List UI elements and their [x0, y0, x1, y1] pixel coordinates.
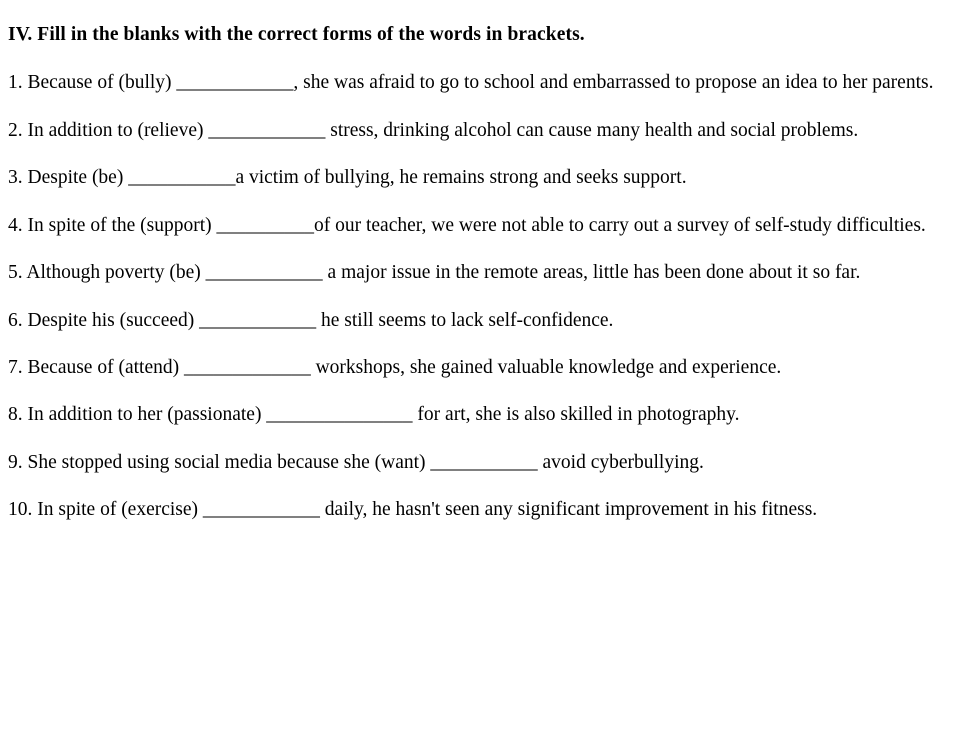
- question-item-2: [8, 112, 964, 149]
- exercise-title: IV. Fill in the blanks with the correct forms of the words in brackets.: [8, 24, 585, 45]
- question-text: 9. She stopped using social media because she (want) ___________ avoid cyberbullying.: [8, 451, 704, 473]
- question-item-8: [8, 396, 964, 433]
- question-item-9: [8, 444, 964, 481]
- question-item-7: [8, 349, 964, 386]
- question-text: 8. In addition to her (passionate) _______________ for art, she is also skilled in photography.: [8, 404, 740, 426]
- question-text: 2. In addition to (relieve) ____________ stress, drinking alcohol can cause many health and social problems.: [8, 119, 859, 141]
- question-item-5: [8, 254, 964, 291]
- question-text: 3. Despite (be) ___________a victim of bullying, he remains strong and seeks support.: [8, 167, 687, 189]
- question-item-10: [8, 491, 964, 528]
- question-text: 10. In spite of (exercise) ____________ daily, he hasn't seen any significant improvement in his fitness.: [8, 499, 818, 521]
- question-item-6: [8, 302, 964, 339]
- question-text: 4. In spite of the (support) __________of our teacher, we were not able to carry out a survey of self-study difficulties.: [8, 214, 926, 236]
- question-item-1: [8, 64, 964, 101]
- question-item-3: [8, 159, 964, 196]
- question-text: 7. Because of (attend) _____________ workshops, she gained valuable knowledge and experience.: [8, 356, 782, 378]
- question-text: 6. Despite his (succeed) ____________ he still seems to lack self-confidence.: [8, 309, 614, 331]
- question-list: [8, 64, 964, 528]
- question-text: 1. Because of (bully) ____________, she was afraid to go to school and embarrassed to propose an idea to her parents.: [8, 72, 934, 94]
- question-text: 5. Although poverty (be) ____________ a major issue in the remote areas, little has been done about it so far.: [8, 262, 861, 284]
- question-item-4: [8, 207, 964, 244]
